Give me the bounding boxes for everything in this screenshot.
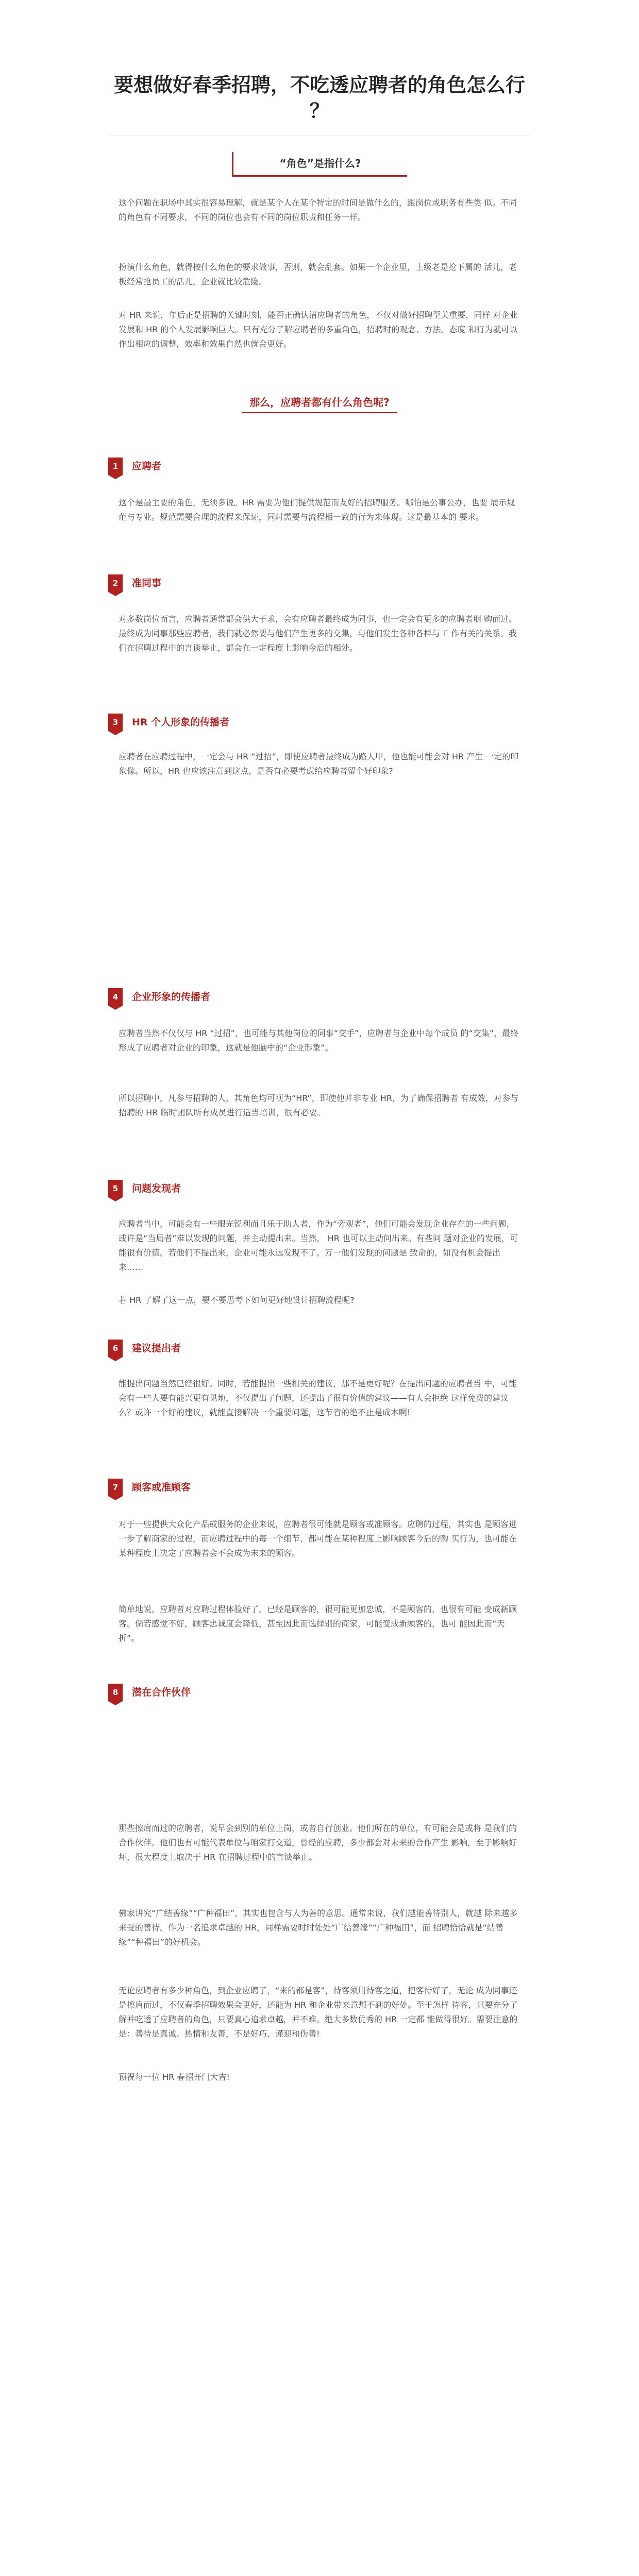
section-paragraph: 这个是最主要的角色，无须多说。HR 需要为他们提供规范而友好的招聘服务。哪怕是公事公办，也要 展示规范与专业。规范需要合理的流程来保证，同时需要与流程相一致的行为来体现。这是最基本的 要求。 bbox=[119, 498, 515, 522]
section-title: 建议提出者 bbox=[132, 1343, 181, 1354]
section-number-badge: 7 bbox=[108, 1479, 123, 1496]
section-paragraph: 佛家讲究“广结善缘”“广种福田”，其实也包含与人为善的意思。通常来说，我们越能善待别人，就越 除来越多来受的善待。作为一名追求卓越的 HR，同样需要时时处处“广结善缘”“广种福田”，而 招聘恰恰就是“结善缘”“种福田”的好机会。 bbox=[119, 1908, 518, 1947]
section-heading-hr-image bbox=[108, 714, 531, 731]
section-heading-future-colleague bbox=[108, 574, 531, 592]
intro-paragraph: 对 HR 来说，年后正是招聘的关键时刻，能否正确认清应聘者的角色，不仅对做好招聘至关重要，同样 对企业发展和 HR 的个人发展影响巨大。只有充分了解应聘者的多重角色，招聘时的观念、方法、态度 和行为就可以作出相应的调整，效率和效果自然也就会更好。 bbox=[119, 310, 518, 349]
section-number-badge: 3 bbox=[108, 714, 123, 731]
article-title-line1: 要想做好春季招聘，不吃透应聘者的角色怎么行 bbox=[113, 74, 525, 96]
section-title: 问题发现者 bbox=[132, 1183, 181, 1194]
section-paragraph: 应聘者在应聘过程中，一定会与 HR “过招”，即使应聘者最终成为路人甲，他也能可能会对 HR 产生 一定的印象像。所以，HR 也应该注意到这点，是否有必要考虑给应聘者留个好印象? bbox=[119, 752, 519, 776]
section-heading-customer bbox=[108, 1479, 531, 1496]
section-title: 顾客或准顾客 bbox=[132, 1482, 191, 1493]
section-number-badge: 4 bbox=[108, 988, 123, 1006]
section-paragraph: 对于一些提供大众化产品或服务的企业来说，应聘者很可能就是顾客或准顾客。应聘的过程，其实也 是顾客进一步了解商家的过程，而应聘过程中的每一个细节，都可能在某种程度上影响顾客今后的购 买行为，也可能在某种程度上决定了应聘者会不会成为未来的顾客。 bbox=[119, 1519, 517, 1558]
section-number-badge: 8 bbox=[108, 1684, 123, 1701]
closing-paragraph: 预祝每一位 HR 春招开门大吉! bbox=[119, 2072, 230, 2082]
section-paragraph: 无论应聘者有多少种角色，到企业应聘了，“来的都是客”，待客须用待客之道，把客待好了，无论 成为同事还是擦肩而过，不仅春季招聘效果会更好，还能为 HR 和企业带来意想不到的好处。至于怎样 待客，只要充分了解并吃透了应聘者的角色，只要真心追求卓越，并不难。绝大多数优秀的 HR 一定都 能做得很好。需要注意的是：善待是真诚、热情和友善，不是好巧、谨迎和伪善! bbox=[119, 1986, 518, 2039]
section-title: 应聘者 bbox=[132, 461, 162, 472]
section-number-badge: 2 bbox=[108, 574, 123, 592]
section-number-badge: 5 bbox=[108, 1180, 123, 1197]
intro-paragraph: 这个问题在职场中其实很容易理解，就是某个人在某个特定的时间是做什么的，跟岗位或职务有些类 似。不同的角色有不同要求，不同的岗位也会有不同的岗位职责和任务一样。 bbox=[119, 198, 517, 222]
section-heading-partner bbox=[108, 1684, 531, 1701]
roles-question-text: 那么，应聘者都有什么角色呢? bbox=[242, 394, 397, 413]
section-heading-problem-finder bbox=[108, 1180, 531, 1197]
article-title bbox=[108, 72, 531, 124]
role-heading-box bbox=[232, 152, 407, 177]
section-paragraph: 那些擦肩而过的应聘者，说早会到别的单位上岗，或者自行创业。他们所在的单位，有可能会是或将 是我们的合作伙伴。他们也有可能代表单位与咱家打交道，曾经的应聘，多少都会对未来的合作产生 影响，至于影响好坏，很大程度上取决于 HR 在招聘过程中的言谈举止。 bbox=[119, 1823, 517, 1862]
section-paragraph: 能提出问题当然已经很好。同时，若能提出一些相关的建议，那不是更好呢？在提出问题的应聘者当 中，可能会有一些人要有能兴更有见地，不仅提出了问题，还提出了很有价值的建议——有人会拒绝 这样免费的建议么？或许一个好的建议，就能直接解决一个重要问题，这节省的绝不止是成本啊! bbox=[119, 1379, 517, 1417]
section-paragraph: 若 HR 了解了这一点，要不要思考下如何更好地设计招聘流程呢? bbox=[119, 1295, 355, 1305]
roles-question bbox=[108, 394, 531, 413]
role-heading: “角色”是指什么? bbox=[279, 157, 361, 170]
section-heading-applicant bbox=[108, 457, 531, 475]
section-heading-advisor bbox=[108, 1340, 531, 1357]
intro-paragraph: 扮演什么角色，就得按什么角色的要求做事，否则，就会乱套。如果一个企业里，上级老是抢下属的 活儿，老板经常抢员工的活儿，企业就比较危险。 bbox=[119, 262, 517, 286]
section-paragraph: 应聘者当中，可能会有一些眼光锐利而且乐于助人者，作为“旁观者”，他们可能会发现企业存在的一些问题，或许是“当局者”难以发现的问题，并主动提出来。当然， HR 也可以主动问出来。有些问 题对企业的发展，可能很有价值。若他们不提出来，企业可能永远发现不了。万一他们发现的问题是 致命的，如没有机会提出来…… bbox=[119, 1219, 518, 1272]
article-title-line2: ？ bbox=[309, 99, 329, 122]
section-heading-company-image bbox=[108, 988, 531, 1006]
section-title: 潜在合作伙伴 bbox=[132, 1687, 191, 1698]
section-paragraph: 对多数岗位而言，应聘者通常都会供大于求，会有应聘者最终成为同事，也一定会有更多的应聘者朋 购而过。最终成为同事那些应聘者，我们就必然要与他们产生更多的交集，与他们发生各种各样与工 作有关的关系。我们在招聘过程中的言谈举止，都会在一定程度上影响今后的相处。 bbox=[119, 614, 517, 653]
section-title: 准同事 bbox=[132, 578, 162, 589]
section-paragraph: 应聘者当然不仅仅与 HR “过招”，也可能与其他岗位的同事“交手”，应聘者与企业中每个成员 的“交集”，最终形成了应聘者对企业的印象，这就是他脑中的“企业形象”。 bbox=[119, 1028, 519, 1053]
section-number-badge: 6 bbox=[108, 1340, 123, 1357]
section-paragraph: 所以招聘中，凡参与招聘的人，其角色均可视为“HR”，即使他并非专业 HR，为了确保招聘者 有成效，对参与招聘的 HR 临时团队所有成员进行适当培训，很有必要。 bbox=[119, 1093, 519, 1117]
section-paragraph: 简单地说，应聘者对应聘过程体验好了，已经是顾客的，很可能更加忠诚，不是顾客的，也很有可能 变成新顾客。倘若感觉不好，顾客忠诚度会降低，甚至因此而选择别的商家，可能变成新顾客的，也可 能因此而“天折”。 bbox=[119, 1604, 517, 1643]
section-number-badge: 1 bbox=[108, 457, 123, 475]
section-title: 企业形象的传播者 bbox=[132, 991, 211, 1003]
section-title: HR 个人形象的传播者 bbox=[132, 717, 230, 728]
